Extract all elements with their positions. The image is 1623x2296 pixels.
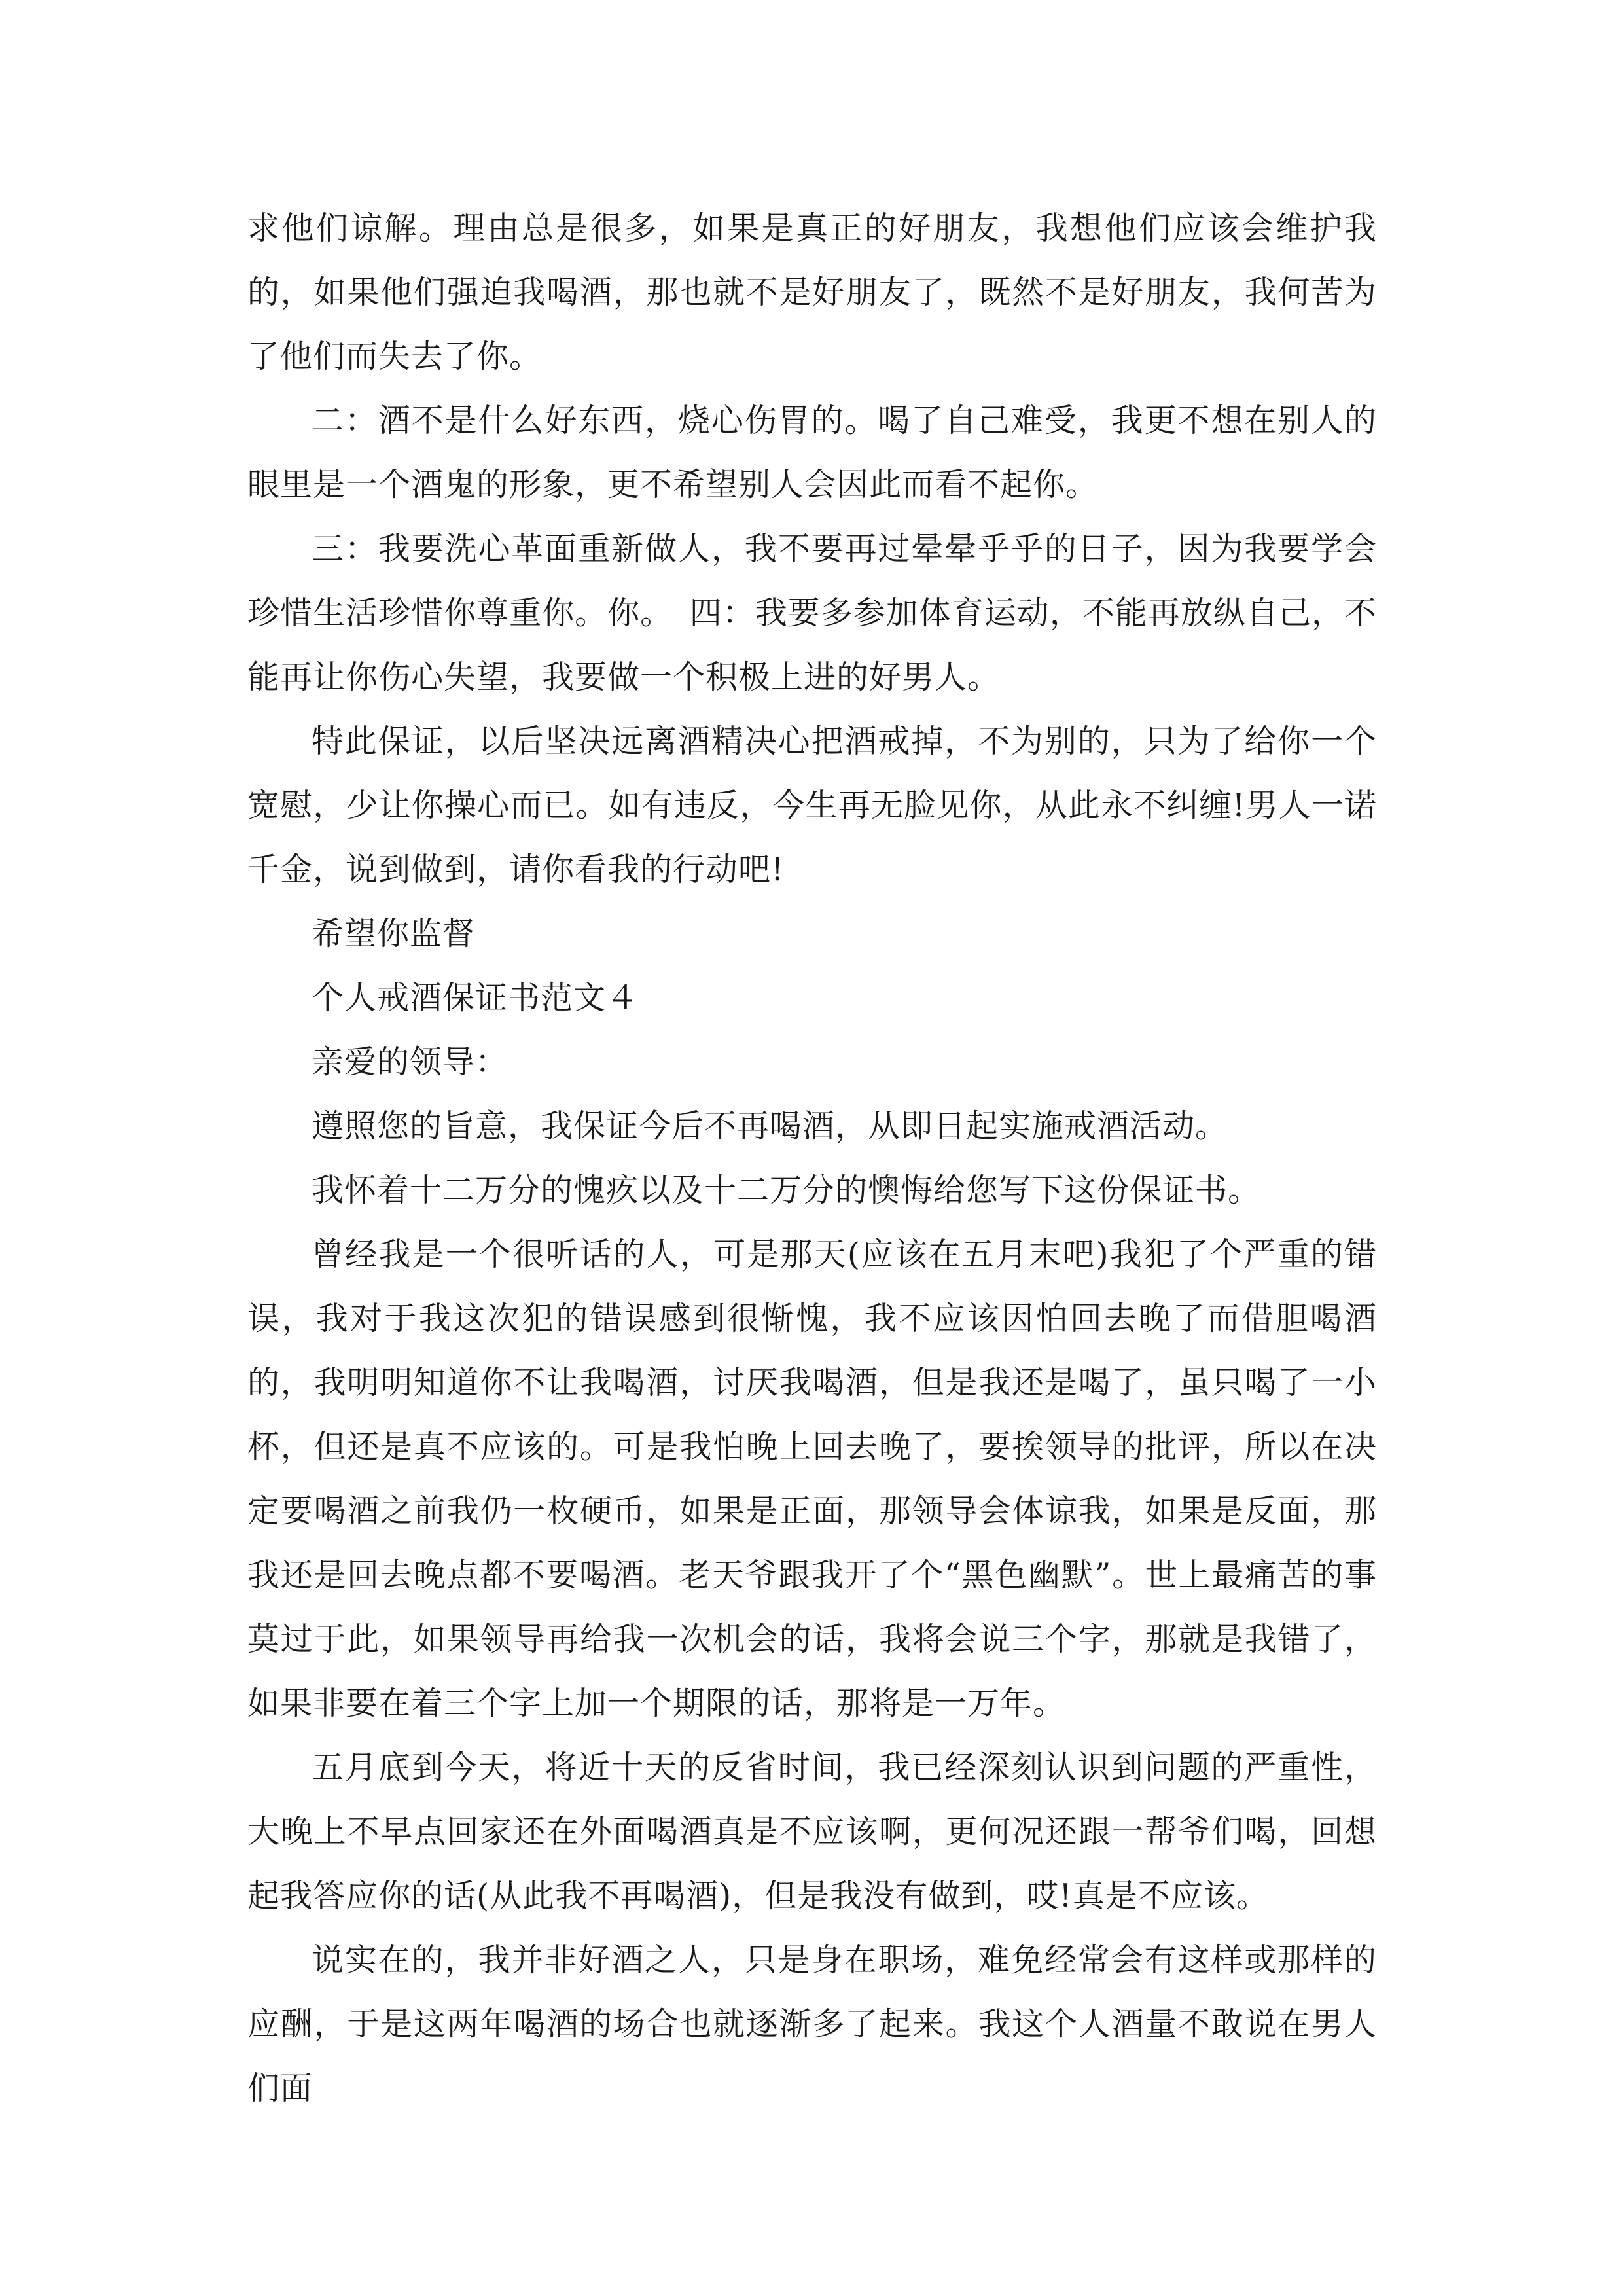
document-body: [247, 196, 1377, 2121]
paragraph-remorse: 我怀着十二万分的愧疚以及十二万分的懊悔给您写下这份保证书。: [312, 1172, 1261, 1209]
paragraph-point-two: 二：酒不是什么好东西，烧心伤胃的。喝了自己难受，我更不想在别人的眼里是一个酒鬼的形象，更不希望别人会因此而看不起你。: [247, 402, 1377, 503]
salutation: 亲爱的领导：: [312, 1043, 508, 1081]
paragraph-supervise: 希望你监督: [312, 915, 476, 952]
section-title: 个人戒酒保证书范文４: [312, 979, 639, 1016]
paragraph-incident: 曾经我是一个很听话的人，可是那天(应该在五月末吧)我犯了个严重的错误，我对于我这次犯的错误感到很惭愧，我不应该因怕回去晚了而借胆喝酒的，我明明知道你不让我喝酒，讨厌我喝酒，但是我还是喝了，虽只喝了一小杯，但还是真不应该的。可是我怕晚上回去晚了，要挨领导的批评，所以在决定要喝酒之前我仍一枚硬币，如果是正面，那领导会体谅我，如果是反面，那我还是回去晚点都不要喝酒。老天爷跟我开了个“黑色幽默”。世上最痛苦的事莫过于此，如果领导再给我一次机会的话，我将会说三个字，那就是我错了，如果非要在着三个字上加一个期限的话，那将是一万年。: [247, 1236, 1377, 1722]
paragraph-continuation: 求他们谅解。理由总是很多，如果是真正的好朋友，我想他们应该会维护我的，如果他们强迫我喝酒，那也就不是好朋友了，既然不是好朋友，我何苦为了他们而失去了你。: [247, 209, 1377, 375]
paragraph-reflection: 五月底到今天，将近十天的反省时间，我已经深刻认识到问题的严重性，大晚上不早点回家还在外面喝酒真是不应该啊，更何况还跟一帮爷们喝，回想起我答应你的话(从此我不再喝酒)，但是我没有做到，哎!真是不应该。: [247, 1749, 1377, 1914]
paragraph-explanation: 说实在的，我并非好酒之人，只是身在职场，难免经常会有这样或那样的应酬，于是这两年喝酒的场合也就逐渐多了起来。我这个人酒量不敢说在男人们面: [247, 1941, 1377, 2107]
paragraph-intent: 遵照您的旨意，我保证今后不再喝酒，从即日起实施戒酒活动。: [312, 1107, 1228, 1145]
paragraph-point-three-four: 三：我要洗心革面重新做人，我不要再过晕晕乎乎的日子，因为我要学会珍惜生活珍惜你尊重你。你。 四：我要多参加体育运动，不能再放纵自己，不能再让你伤心失望，我要做一个积极上进的好男人。: [247, 530, 1377, 696]
paragraph-pledge: 特此保证，以后坚决远离酒精决心把酒戒掉，不为别的，只为了给你一个宽慰，少让你操心而已。如有违反，今生再无脸见你，从此永不纠缠!男人一诺千金，说到做到，请你看我的行动吧!: [247, 723, 1377, 888]
